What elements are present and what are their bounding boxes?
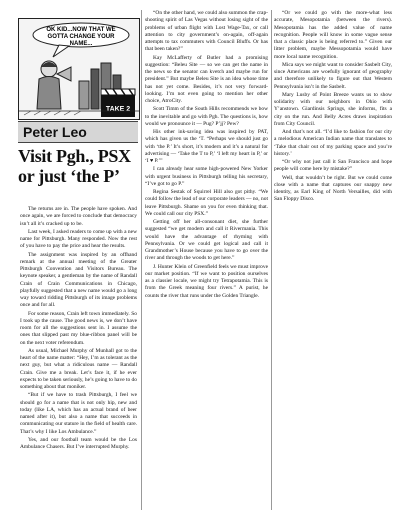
column-3 <box>274 10 392 204</box>
paragraph: Kay McLafferty of Butler had a promising suggestion: “Beleu Site — so we can get the name in the news so the senator can kvetch and maybe run for president.” But maybe Beleu Site is an idea whose time has not yet come. Besides, it’s not very forward-looking. I’m not even going to mention her other choice, AtroCity. <box>145 54 268 104</box>
paragraph: The returns are in. The people have spoken. And once again, we are forced to conclude that democracy isn’t all it’s cracked up to be. <box>20 206 137 227</box>
paragraph: His other ink-saving idea was inspired by PAT, which has given us the ‘T. “Perhaps we should just go with ‘the P.’ It’s short, it’s modern and it’s a natural for advertising — ‘Take the T to P,’ ‘I left my heart in P,’ or ‘I ♥ P.’” <box>145 129 268 164</box>
bubble-line-3: NAME... <box>69 41 93 47</box>
paragraph: Mary Lusby of Point Breeze wants us to show solidarity with our neighbors in Ohio with Y’anstown. Giardinsis Springs, she informs, fits a city on the run. And Belly Acres draws inspiration from City Council. <box>274 91 392 127</box>
paragraph: For some reason, Crain left town immediately. So I took up the cause. The good news is, we don’t have room for all the suggestions sent in. I assume the ones that slipped past my blue-ribbon panel will be on the next voter referendum. <box>20 310 137 346</box>
paragraph: Scott Timm of the South Hills recommends we bow to the inevitable and go with Pgh. The questions is, how would we pronounce it — Pug? P’jj? Pew? <box>145 106 268 127</box>
paragraph: As usual, Michael Murphy of Munhall got to the heart of the name matter: “Hey, I’m as tolerant as the next guy, but what a ridiculous name — Randall Crain. Give me a break. Let’s face it, if he ever expects to be taken seriously, he’s going to have to do something about that moniker. <box>20 347 137 390</box>
clapperboard-label: TAKE 2 <box>105 106 131 113</box>
headline: Visit Pgh., PSX or just ‘the P’ <box>18 146 131 186</box>
paragraph: “Or we could go with the more-what less accurate, Mesopotamia (between the rivers). Mesopotamia has the added value of name recognition. People will know in some vague sense that a classic place is being referred to.” Given our litter problem, maybe Messopotamia would have more local name recognition. <box>274 10 392 60</box>
bubble-line-1: OK KID...NOW THAT WE <box>46 27 116 33</box>
paragraph: And that’s not all. “I’d like to fashion for our city a melodious American Indian name that translates to ‘Take that chair out of my parking space and you’re history.’ <box>274 129 392 157</box>
column-divider <box>271 10 272 510</box>
columnist-byline: Peter Leo <box>23 124 87 140</box>
paragraph: “But if we have to trash Pittsburgh, I feel we should go for a name that is not only hip, new and today (like LA, which has an actual brand of beer named after it), but also a name that succeeds in communicating our stature in the field of health care. That’s why I like Los Ambulance.” <box>20 392 137 435</box>
cartoon-illustration <box>18 18 140 120</box>
paragraph: Getting off her all-consonant diet, she further suggested “we get modern and call it Rivermania. This would have the advantage of rhyming with Pennsylvania. Or we could get logical and call it Grandmother’s House because you have to go over the river and through the woods to get here.” <box>145 219 268 262</box>
paragraph: I can already hear some high-powered New Yorker with urgent business in Pittsburgh telling his secretary, “I’ve got to go P.” <box>145 166 268 187</box>
cartoon-drawing <box>19 19 139 119</box>
paragraph: The assignment was inspired by an offhand remark at the annual meeting of the Greater Pittsburgh Convention and Visitors Bureau. The keynote speaker, a gentleman by the name of Randall Crain of Crain Communications in Chicago, playfully suggested that a new name would go a long way toward ridding Pittsburgh of its image problems once and for all. <box>20 251 137 309</box>
paragraph: Last week, I asked readers to come up with a new name for Pittsburgh. Many responded. Now the rest of you have to pay the price and hear the results. <box>20 228 137 250</box>
paragraph: Mica says we might want to consider Sasbelt City, since Americans are woefully ignorant of geography and therefore unlikely to figure out that Western Pennsylvania isn’t in the Sasbelt. <box>274 61 392 90</box>
paragraph: Well, that wouldn’t be right. But we could come close with a name that captures our snappy new identity, as Earl King of North Versailles, did with San Floppy Disco. <box>274 174 392 203</box>
column-1 <box>20 206 137 451</box>
column-divider <box>141 10 142 510</box>
paragraph: Yes, and our football team would be the Los Ambulance Chasers. But I’ve interrupted Murphy. <box>20 436 137 450</box>
byline-bar <box>18 121 138 143</box>
column-2 <box>145 10 268 300</box>
paragraph: “Or why not just call it San Francisco and hope people will come here by mistake?” <box>274 159 392 173</box>
paragraph: Regina Sestak of Squirrel Hill also got pithy. “We could follow the lead of our corporate leaders — no, not leave Pittsburgh. Shame on you for even thinking that. We could call our city PSX.” <box>145 189 268 217</box>
bubble-line-2: GOTTA CHANGE YOUR <box>47 34 115 40</box>
paragraph: J. Hunter Klein of Greenfield feels we must improve our market position. “If we want to position ourselves as a classier locale, we might try Tetrapotamia. This is from the Greek meaning four rivers.” A purist, he counts the river that runs under the Golden Triangle. <box>145 263 268 299</box>
paragraph: “On the other hand, we could also summon the crap-shooting spirit of Las Vegas without losing sight of the problems of urban flight with Lost Wage-Tax, or call attention to city government’s on-again, off-again attempts to tax commuters with Council Bluffs. Or has that been taken?” <box>145 10 268 53</box>
